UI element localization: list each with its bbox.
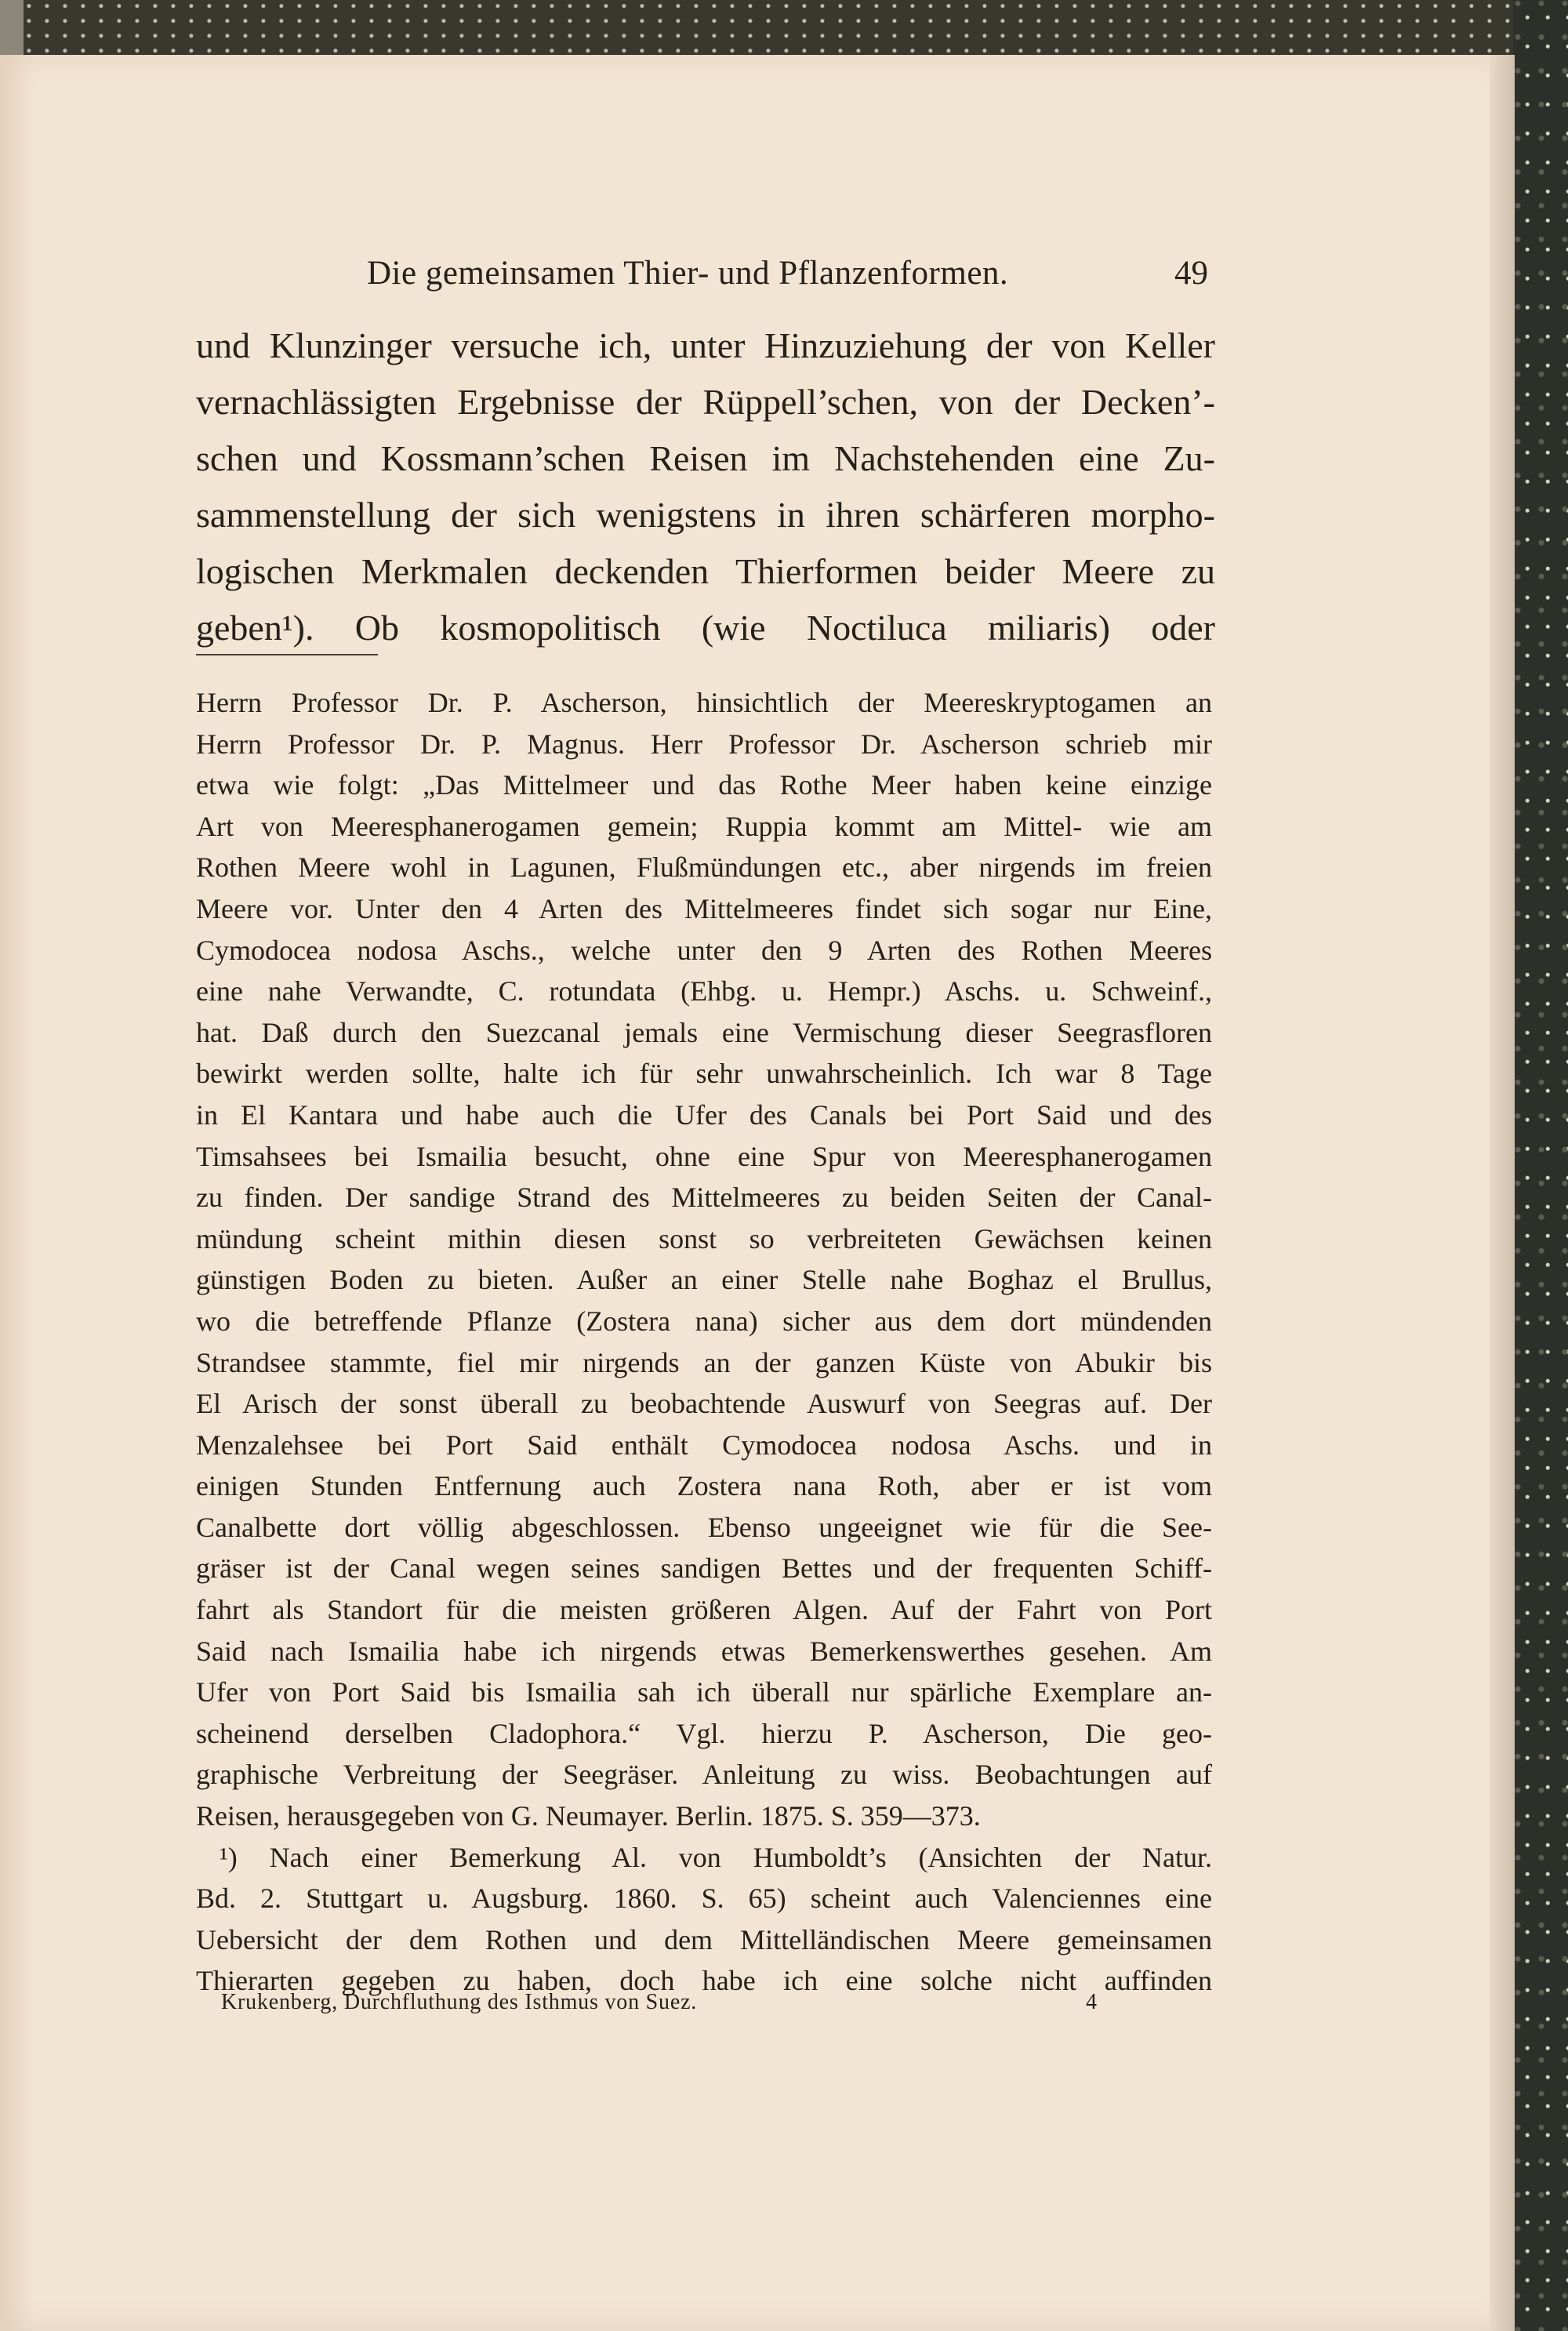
footnote-line: Bd. 2. Stuttgart u. Augsburg. 1860. S. 65) scheint auch Valenciennes eine bbox=[196, 1883, 1212, 1915]
footnote-line: etwa wie folgt: „Das Mittelmeer und das Rothe Meer haben keine einzige bbox=[196, 769, 1212, 801]
footnote-line: El Arisch der sonst überall zu beobachtende Auswurf von Seegras auf. Der bbox=[196, 1388, 1212, 1420]
book-top-edge bbox=[24, 0, 1560, 55]
body-line: und Klunzinger versuche ich, unter Hinzuziehung der von Keller bbox=[196, 325, 1215, 365]
footnote-line: mündung scheint mithin diesen sonst so verbreiteten Gewächsen keinen bbox=[196, 1222, 1212, 1254]
body-line: sammenstellung der sich wenigstens in ihren schärferen morpho- bbox=[196, 495, 1215, 535]
footnote-line: Rothen Meere wohl in Lagunen, Flußmündungen etc., aber nirgends im freien bbox=[196, 851, 1212, 884]
footnote-line: Menzalehsee bei Port Said enthält Cymodocea nodosa Aschs. und in bbox=[196, 1429, 1212, 1461]
footnote-line: Reisen, herausgegeben von G. Neumayer. Berlin. 1875. S. 359—373. bbox=[196, 1800, 981, 1832]
page-right-edge bbox=[1490, 55, 1515, 2331]
footnote-line: Ufer von Port Said bis Ismailia sah ich überall nur spärliche Exemplare an- bbox=[196, 1676, 1212, 1708]
body-line: schen und Kossmann’schen Reisen im Nachstehenden eine Zu- bbox=[196, 438, 1215, 478]
footnote-line: Meere vor. Unter den 4 Arten des Mittelmeeres findet sich sogar nur Eine, bbox=[196, 892, 1212, 924]
footnote-line: eine nahe Verwandte, C. rotundata (Ehbg. u. Hempr.) Aschs. u. Schweinf., bbox=[196, 975, 1212, 1008]
page-gutter bbox=[0, 55, 34, 2331]
footnote-line: hat. Daß durch den Suezcanal jemals eine Vermischung dieser Seegrasfloren bbox=[196, 1016, 1212, 1048]
body-line: vernachlässigten Ergebnisse der Rüppell’schen, von der Decken’- bbox=[196, 382, 1215, 422]
book-cover-edge bbox=[1513, 0, 1568, 2331]
footnote-line: in El Kantara und habe auch die Ufer des Canals bei Port Said und des bbox=[196, 1098, 1212, 1131]
footnote-line: Strandsee stammte, fiel mir nirgends an der ganzen Küste von Abukir bis bbox=[196, 1346, 1212, 1378]
footnote-line: Uebersicht der dem Rothen und dem Mittelländischen Meere gemeinsamen bbox=[196, 1923, 1212, 1955]
footnote-line: ¹) Nach einer Bemerkung Al. von Humboldt’s (Ansichten der Natur. bbox=[220, 1841, 1212, 1873]
footnotes bbox=[196, 682, 1212, 2002]
page-number: 49 bbox=[1174, 255, 1208, 292]
printer-signature: Krukenberg, Durchfluthung des Isthmus von Suez. bbox=[221, 1990, 698, 2014]
footnote-line: Herrn Professor Dr. P. Ascherson, hinsichtlich der Meereskryptogamen an bbox=[196, 687, 1212, 718]
footnote-line: graphische Verbreitung der Seegräser. Anleitung zu wiss. Beobachtungen auf bbox=[196, 1759, 1212, 1791]
footnote-line: bewirkt werden sollte, halte ich für sehr unwahrscheinlich. Ich war 8 Tage bbox=[196, 1058, 1212, 1090]
signature-mark: 4 bbox=[1086, 1990, 1097, 2014]
running-header: Die gemeinsamen Thier- und Pflanzenformen. bbox=[367, 255, 1009, 292]
body-line: geben¹). Ob kosmopolitisch (wie Noctiluca miliaris) oder bbox=[196, 608, 1215, 648]
footnote-line: einigen Stunden Entfernung auch Zostera nana Roth, aber er ist vom bbox=[196, 1470, 1212, 1502]
footnote-line: fahrt als Standort für die meisten größeren Algen. Auf der Fahrt von Port bbox=[196, 1594, 1212, 1626]
footnote-line: günstigen Boden zu bieten. Außer an einer Stelle nahe Boghaz el Brullus, bbox=[196, 1264, 1212, 1296]
footnote-line: Art von Meeresphanerogamen gemein; Ruppia kommt am Mittel- wie am bbox=[196, 810, 1212, 842]
main-text bbox=[196, 318, 1215, 656]
footnote-line: scheinend derselben Cladophora.“ Vgl. hierzu P. Ascherson, Die geo- bbox=[196, 1717, 1212, 1749]
footnote-line: Said nach Ismailia habe ich nirgends etwas Bemerkenswerthes gesehen. Am bbox=[196, 1635, 1212, 1667]
footnote-line: Herrn Professor Dr. P. Magnus. Herr Professor Dr. Ascherson schrieb mir bbox=[196, 728, 1212, 760]
footnote-line: Thierarten gegeben zu haben, doch habe ich eine solche nicht auffinden bbox=[196, 1965, 1212, 1997]
footnote-line: gräser ist der Canal wegen seines sandigen Bettes und der frequenten Schiff- bbox=[196, 1552, 1212, 1585]
footnote-separator bbox=[196, 654, 378, 655]
footnote-line: Canalbette dort völlig abgeschlossen. Ebenso ungeeignet wie für die See- bbox=[196, 1511, 1212, 1543]
footnote-line: wo die betreffende Pflanze (Zostera nana) sicher aus dem dort mündenden bbox=[196, 1305, 1212, 1337]
footnote-line: zu finden. Der sandige Strand des Mittelmeeres zu beiden Seiten der Canal- bbox=[196, 1182, 1212, 1214]
footnote-line: Timsahsees bei Ismailia besucht, ohne eine Spur von Meeresphanerogamen bbox=[196, 1140, 1212, 1172]
body-line: logischen Merkmalen deckenden Thierformen beider Meere zu bbox=[196, 551, 1215, 591]
footnote-line: Cymodocea nodosa Aschs., welche unter den 9 Arten des Rothen Meeres bbox=[196, 934, 1212, 966]
